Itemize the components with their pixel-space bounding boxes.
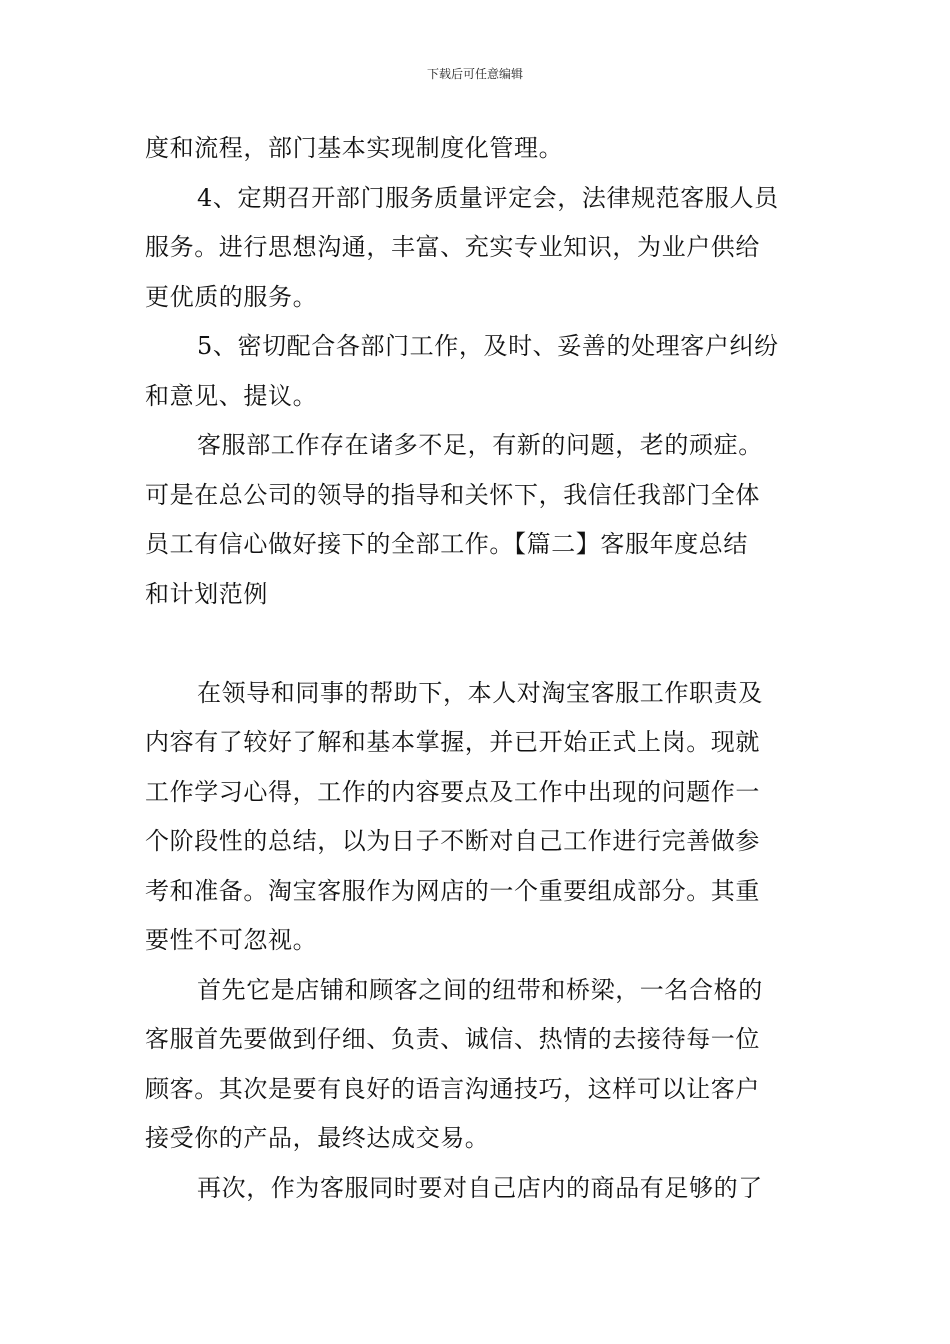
text-line: 服务。进行思想沟通，丰富、充实专业知识，为业户供给 (145, 233, 760, 261)
document-body (145, 124, 805, 1213)
text-line: 5、密切配合各部门工作，及时、妥善的处理客户纠纷 (197, 332, 779, 360)
text-line: 顾客。其次是要有良好的语言沟通技巧，这样可以让客户 (145, 1074, 760, 1103)
text-line: 首先它是店铺和顾客之间的纽带和桥梁，一名合格的 (197, 975, 763, 1004)
text-line: 个阶段性的总结，以为日子不断对自己工作进行完善做参 (145, 827, 760, 855)
text-line: 4、定期召开部门服务质量评定会，法律规范客服人员 (197, 183, 779, 212)
text-line: 员工有信心做好接下的全部工作。【篇二】客服年度总结 (145, 530, 748, 558)
blank-line (145, 619, 805, 669)
text-line: 工作学习心得，工作的内容要点及工作中出现的问题作一 (145, 777, 760, 806)
text-line: 内容有了较好了解和基本掌握，并已开始正式上岗。现就 (145, 728, 760, 756)
text-line: 和意见、提议。 (145, 381, 318, 410)
header-note: 下载后可任意编辑 (426, 67, 523, 81)
text-line: 可是在总公司的领导的指导和关怀下，我信任我部门全体 (145, 480, 760, 509)
text-line: 要性不可忽视。 (145, 926, 318, 954)
text-line: 和计划范例 (145, 579, 268, 608)
text-line: 度和流程，部门基本实现制度化管理。 (145, 134, 564, 162)
text-line: 客服首先要做到仔细、负责、诚信、热情的去接待每一位 (145, 1025, 760, 1053)
text-line: 在领导和同事的帮助下，本人对淘宝客服工作职责及 (197, 678, 763, 707)
text-line: 更优质的服务。 (145, 282, 318, 311)
text-line: 客服部工作存在诸多不足，有新的问题，老的顽症。 (197, 431, 763, 459)
text-line: 再次，作为客服同时要对自己店内的商品有足够的了 (197, 1173, 763, 1202)
text-line: 接受你的产品，最终达成交易。 (145, 1124, 490, 1152)
text-line: 考和准备。淘宝客服作为网店的一个重要组成部分。其重 (145, 876, 760, 905)
